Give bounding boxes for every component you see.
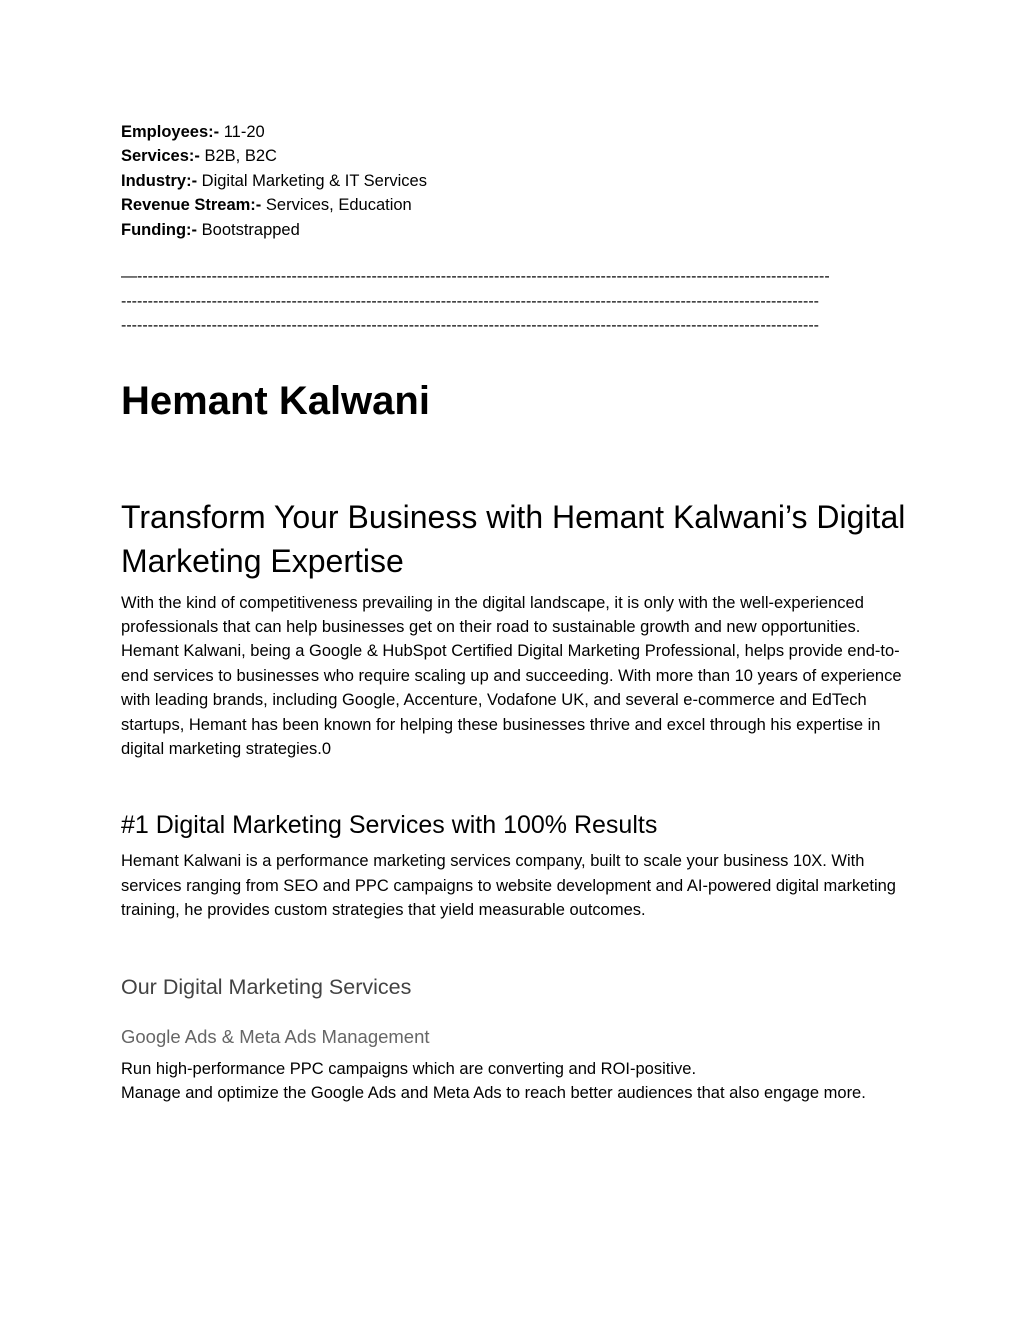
dash-separator	[121, 265, 906, 339]
meta-label: Industry:-	[121, 171, 198, 190]
meta-value: 11-20	[219, 123, 265, 141]
service-item-line: Manage and optimize the Google Ads and Meta Ads to reach better audiences that also engage more.	[121, 1084, 866, 1102]
dash-line: —----------------------------------------------------------------------------------------------------------------------------------	[121, 268, 830, 286]
service-item-heading: Google Ads & Meta Ads Management	[121, 1025, 430, 1047]
page-title: Hemant Kalwani	[121, 378, 430, 423]
dash-line: -----------------------------------------------------------------------------------------------------------------------------------	[121, 317, 819, 335]
services-heading: Our Digital Marketing Services	[121, 974, 412, 999]
document-page	[121, 120, 906, 1105]
meta-label: Services:-	[121, 147, 200, 166]
meta-funding	[121, 218, 906, 242]
results-paragraph: Hemant Kalwani is a performance marketing services company, built to scale your business 10X. With services ranging from SEO and PPC campaigns to website development and AI-powered digital marketing training, he provides custom strategies that yield measurable outcomes.	[121, 852, 896, 920]
company-meta	[121, 120, 906, 242]
meta-industry	[121, 169, 906, 193]
intro-paragraph: With the kind of competitiveness prevailing in the digital landscape, it is only with the well-experienced professionals that can help businesses get on their road to sustainable growth and new opportunities. Hemant Kalwani, being a Google & HubSpot Certified Digital Marketing Professional, helps provide end-to-end services to businesses who require scaling up and succeeding. With more than 10 years of experience with leading brands, including Google, Accenture, Vodafone UK, and several e-commerce and EdTech startups, Hemant has been known for helping these businesses thrive and excel through his expertise in digital marketing strategies.0	[121, 593, 902, 758]
meta-employees	[121, 120, 906, 144]
service-item-line: Run high-performance PPC campaigns which are converting and ROI-positive.	[121, 1059, 697, 1078]
meta-label: Funding:-	[121, 220, 198, 239]
meta-value: Digital Marketing & IT Services	[197, 171, 427, 190]
meta-value: Services, Education	[261, 196, 412, 215]
meta-revenue-stream	[121, 193, 906, 217]
dash-line: -----------------------------------------------------------------------------------------------------------------------------------	[121, 292, 819, 310]
headline: Transform Your Business with Hemant Kalwani’s Digital Marketing Expertise	[121, 498, 906, 579]
results-heading: #1 Digital Marketing Services with 100% Results	[121, 811, 658, 840]
meta-label: Employees:-	[121, 123, 220, 141]
meta-label: Revenue Stream:-	[121, 196, 262, 215]
meta-value: B2B, B2C	[199, 147, 277, 166]
meta-value: Bootstrapped	[197, 220, 300, 239]
service-item-text	[121, 1057, 906, 1106]
meta-services	[121, 144, 906, 168]
